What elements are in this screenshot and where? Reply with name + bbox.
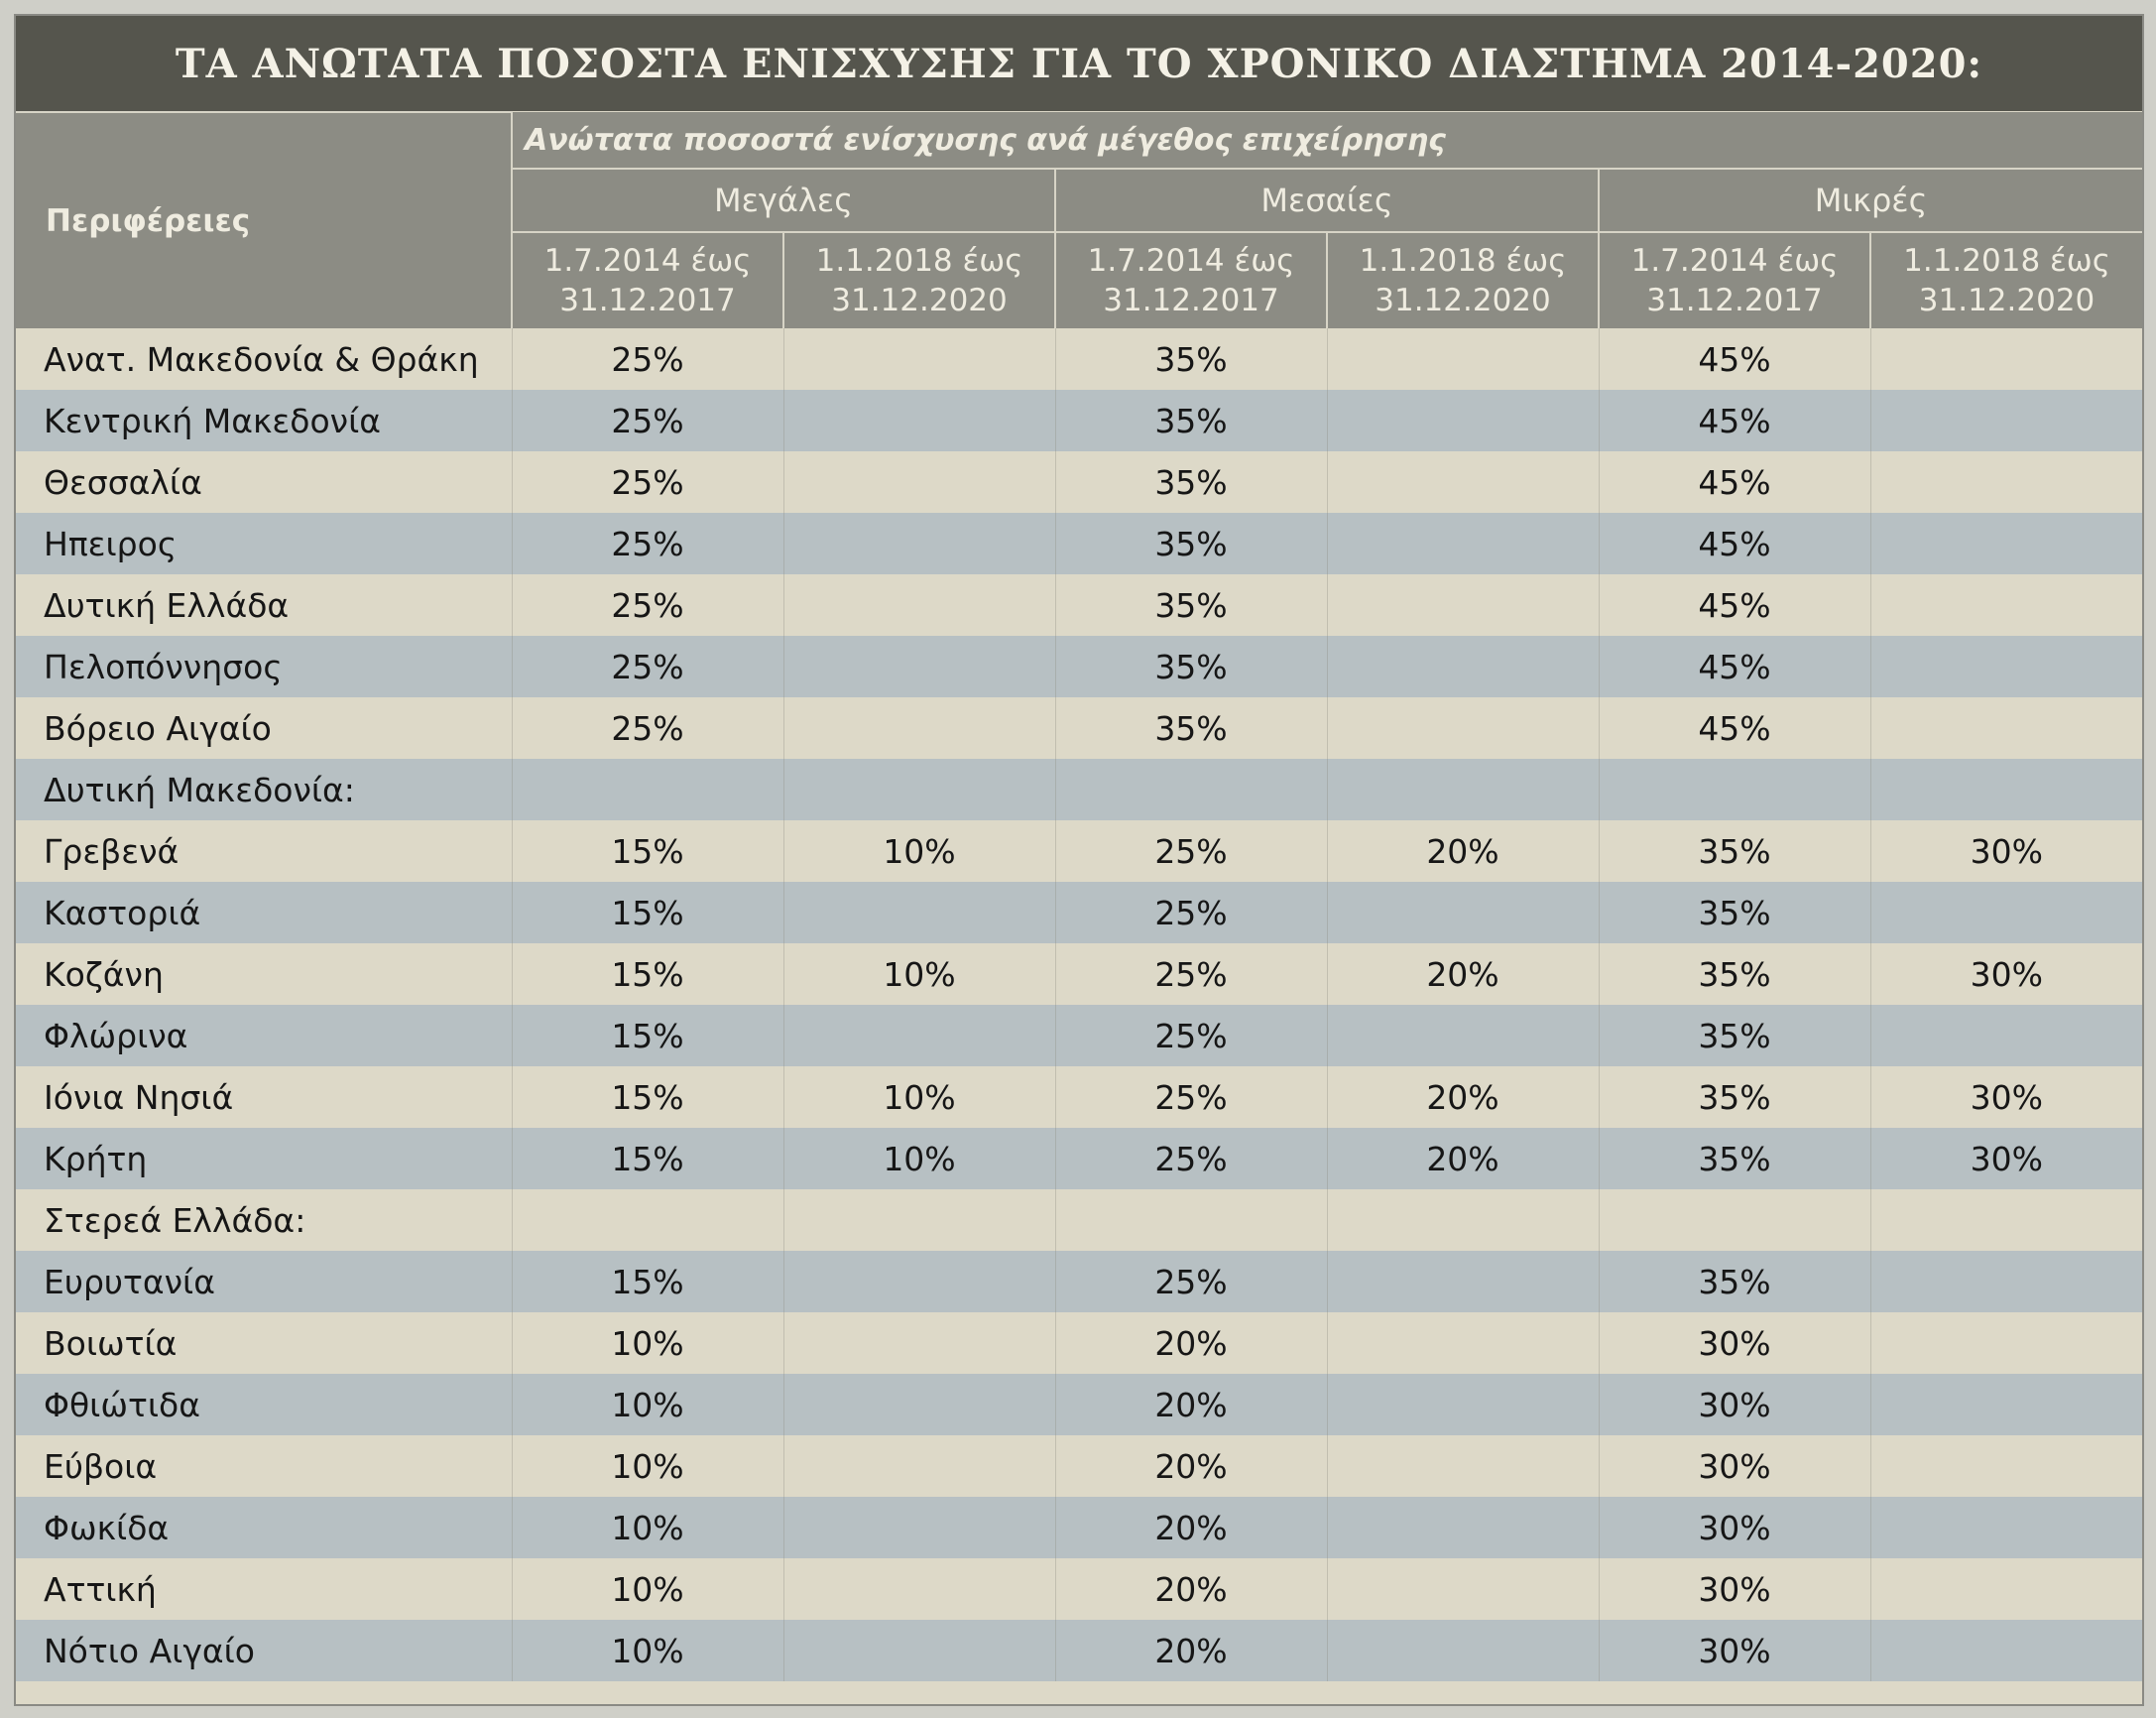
table-frame xyxy=(14,14,2144,1706)
region-label: Καστοριά xyxy=(16,882,512,943)
rate-cell xyxy=(1870,451,2142,513)
size-header-large: Μεγάλες xyxy=(512,169,1055,232)
rate-cell: 25% xyxy=(512,697,783,759)
period-start-line: 1.7.2014 έως xyxy=(1630,243,1839,279)
size-header-small: Μικρές xyxy=(1599,169,2142,232)
rate-cell: 20% xyxy=(1327,943,1599,1005)
rate-cell: 15% xyxy=(512,820,783,882)
rate-cell: 30% xyxy=(1599,1497,1870,1558)
rate-cell xyxy=(512,759,783,820)
period-header xyxy=(1055,232,1327,328)
period-header xyxy=(1327,232,1599,328)
period-start-line: 1.1.2018 έως xyxy=(815,243,1023,279)
rate-cell xyxy=(1870,1374,2142,1435)
rate-cell: 10% xyxy=(512,1312,783,1374)
regions-header: Περιφέρειες xyxy=(16,112,512,328)
table-title: ΤΑ ΑΝΩΤΑΤΑ ΠΟΣΟΣΤΑ ΕΝΙΣΧΥΣΗΣ ΓΙΑ ΤΟ ΧΡΟΝΙΚΟ ΔΙΑΣΤΗΜΑ 2014-2020: xyxy=(16,16,2142,111)
table-row xyxy=(16,697,2142,759)
region-label: Εύβοια xyxy=(16,1435,512,1497)
rate-cell: 35% xyxy=(1055,451,1327,513)
rate-cell: 15% xyxy=(512,882,783,943)
rate-cell: 25% xyxy=(1055,820,1327,882)
period-start-line: 1.1.2018 έως xyxy=(1903,243,2110,279)
rate-cell: 45% xyxy=(1599,697,1870,759)
rate-cell: 10% xyxy=(783,820,1055,882)
region-label: Φλώρινα xyxy=(16,1005,512,1066)
rate-cell xyxy=(1870,1251,2142,1312)
rate-cell xyxy=(1599,759,1870,820)
rate-cell: 35% xyxy=(1599,820,1870,882)
rate-cell xyxy=(1327,451,1599,513)
rate-cell: 45% xyxy=(1599,636,1870,697)
rate-cell: 20% xyxy=(1327,1066,1599,1128)
rate-cell xyxy=(1327,1005,1599,1066)
table-row xyxy=(16,1189,2142,1251)
table-row xyxy=(16,1620,2142,1681)
rate-cell xyxy=(1870,759,2142,820)
rate-cell: 25% xyxy=(1055,1128,1327,1189)
region-label: Θεσσαλία xyxy=(16,451,512,513)
table-row xyxy=(16,574,2142,636)
rate-cell xyxy=(783,1251,1055,1312)
rate-cell: 10% xyxy=(512,1620,783,1681)
table-row xyxy=(16,1312,2142,1374)
table-body xyxy=(16,328,2142,1681)
rate-cell: 20% xyxy=(1055,1312,1327,1374)
table-row xyxy=(16,1128,2142,1189)
region-label: Κοζάνη xyxy=(16,943,512,1005)
table-row xyxy=(16,636,2142,697)
rate-cell xyxy=(783,513,1055,574)
rate-cell: 15% xyxy=(512,1066,783,1128)
size-header-medium: Μεσαίες xyxy=(1055,169,1599,232)
table-row xyxy=(16,943,2142,1005)
size-supertitle: Ανώτατα ποσοστά ενίσχυσης ανά μέγεθος επιχείρησης xyxy=(512,112,2142,169)
rate-cell xyxy=(783,574,1055,636)
rate-cell xyxy=(1055,1189,1327,1251)
rate-cell xyxy=(1327,328,1599,390)
rate-cell: 30% xyxy=(1599,1620,1870,1681)
rate-cell: 35% xyxy=(1599,1005,1870,1066)
rate-cell: 35% xyxy=(1055,390,1327,451)
rate-cell: 25% xyxy=(1055,943,1327,1005)
rate-cell: 15% xyxy=(512,1251,783,1312)
region-label: Αττική xyxy=(16,1558,512,1620)
rate-cell: 35% xyxy=(1055,513,1327,574)
rate-cell: 35% xyxy=(1599,943,1870,1005)
rate-cell xyxy=(1870,1005,2142,1066)
rate-cell: 20% xyxy=(1055,1620,1327,1681)
region-label: Βοιωτία xyxy=(16,1312,512,1374)
rate-cell xyxy=(1870,390,2142,451)
rate-cell xyxy=(1870,513,2142,574)
rate-cell xyxy=(1870,697,2142,759)
rate-cell: 15% xyxy=(512,1128,783,1189)
rate-cell: 20% xyxy=(1327,820,1599,882)
rate-cell xyxy=(1870,1620,2142,1681)
rate-cell xyxy=(1327,1558,1599,1620)
rate-cell: 30% xyxy=(1599,1558,1870,1620)
rate-cell xyxy=(783,451,1055,513)
region-label: Γρεβενά xyxy=(16,820,512,882)
rate-cell: 10% xyxy=(512,1558,783,1620)
period-start-line: 1.7.2014 έως xyxy=(1087,243,1295,279)
region-label: Ηπειρος xyxy=(16,513,512,574)
rate-cell xyxy=(783,1189,1055,1251)
rate-cell xyxy=(1327,1189,1599,1251)
period-end-line: 31.12.2017 xyxy=(559,283,736,318)
table-row xyxy=(16,328,2142,390)
region-label: Βόρειο Αιγαίο xyxy=(16,697,512,759)
rate-cell: 30% xyxy=(1870,943,2142,1005)
table-row xyxy=(16,1558,2142,1620)
region-label: Δυτική Ελλάδα xyxy=(16,574,512,636)
rate-cell xyxy=(783,882,1055,943)
aid-rates-table xyxy=(16,111,2142,1681)
table-row xyxy=(16,1374,2142,1435)
period-end-line: 31.12.2020 xyxy=(831,283,1008,318)
rate-cell: 25% xyxy=(512,328,783,390)
rate-cell xyxy=(1870,574,2142,636)
rate-cell xyxy=(783,697,1055,759)
rate-cell: 20% xyxy=(1055,1374,1327,1435)
rate-cell: 25% xyxy=(512,513,783,574)
rate-cell: 20% xyxy=(1055,1435,1327,1497)
rate-cell: 25% xyxy=(512,451,783,513)
rate-cell xyxy=(1327,636,1599,697)
rate-cell xyxy=(512,1189,783,1251)
region-label: Κρήτη xyxy=(16,1128,512,1189)
rate-cell xyxy=(783,1558,1055,1620)
table-row xyxy=(16,1066,2142,1128)
rate-cell: 30% xyxy=(1599,1374,1870,1435)
table-row xyxy=(16,390,2142,451)
rate-cell xyxy=(1327,390,1599,451)
rate-cell xyxy=(1327,1374,1599,1435)
rate-cell xyxy=(1870,328,2142,390)
rate-cell xyxy=(1327,1620,1599,1681)
rate-cell xyxy=(783,1312,1055,1374)
region-label: Φωκίδα xyxy=(16,1497,512,1558)
rate-cell xyxy=(1327,1312,1599,1374)
rate-cell xyxy=(1327,697,1599,759)
rate-cell: 25% xyxy=(1055,1251,1327,1312)
rate-cell: 30% xyxy=(1870,820,2142,882)
rate-cell xyxy=(783,390,1055,451)
rate-cell: 25% xyxy=(512,636,783,697)
rate-cell: 35% xyxy=(1055,574,1327,636)
rate-cell: 45% xyxy=(1599,451,1870,513)
rate-cell: 20% xyxy=(1055,1558,1327,1620)
rate-cell: 35% xyxy=(1055,697,1327,759)
region-label: Ευρυτανία xyxy=(16,1251,512,1312)
rate-cell: 30% xyxy=(1599,1312,1870,1374)
rate-cell: 25% xyxy=(1055,882,1327,943)
rate-cell: 10% xyxy=(783,1066,1055,1128)
rate-cell xyxy=(1327,513,1599,574)
rate-cell: 15% xyxy=(512,943,783,1005)
rate-cell: 35% xyxy=(1599,1128,1870,1189)
table-row xyxy=(16,882,2142,943)
table-row xyxy=(16,513,2142,574)
rate-cell: 15% xyxy=(512,1005,783,1066)
period-header xyxy=(1870,232,2142,328)
region-label: Νότιο Αιγαίο xyxy=(16,1620,512,1681)
table-row xyxy=(16,759,2142,820)
period-end-line: 31.12.2017 xyxy=(1646,283,1823,318)
table-row xyxy=(16,820,2142,882)
rate-cell xyxy=(1327,574,1599,636)
rate-cell: 35% xyxy=(1599,1066,1870,1128)
rate-cell xyxy=(1327,1497,1599,1558)
rate-cell: 35% xyxy=(1599,1251,1870,1312)
rate-cell: 30% xyxy=(1870,1128,2142,1189)
period-header xyxy=(1599,232,1870,328)
rate-cell: 25% xyxy=(1055,1066,1327,1128)
rate-cell: 30% xyxy=(1870,1066,2142,1128)
rate-cell xyxy=(1870,1558,2142,1620)
rate-cell: 35% xyxy=(1055,636,1327,697)
rate-cell xyxy=(1870,882,2142,943)
rate-cell: 25% xyxy=(512,390,783,451)
rate-cell: 20% xyxy=(1327,1128,1599,1189)
rate-cell: 10% xyxy=(512,1435,783,1497)
period-start-line: 1.7.2014 έως xyxy=(543,243,752,279)
rate-cell xyxy=(783,1374,1055,1435)
table-row xyxy=(16,1435,2142,1497)
rate-cell: 45% xyxy=(1599,328,1870,390)
rate-cell xyxy=(1870,1312,2142,1374)
rate-cell xyxy=(1870,1189,2142,1251)
rate-cell: 35% xyxy=(1599,882,1870,943)
rate-cell: 25% xyxy=(1055,1005,1327,1066)
rate-cell xyxy=(1055,759,1327,820)
region-label: Ιόνια Νησιά xyxy=(16,1066,512,1128)
rate-cell xyxy=(1327,1435,1599,1497)
rate-cell: 25% xyxy=(512,574,783,636)
rate-cell: 10% xyxy=(783,943,1055,1005)
table-header xyxy=(16,112,2142,328)
rate-cell xyxy=(783,1620,1055,1681)
rate-cell xyxy=(783,636,1055,697)
table-row xyxy=(16,1005,2142,1066)
rate-cell: 45% xyxy=(1599,513,1870,574)
period-end-line: 31.12.2020 xyxy=(1918,283,2096,318)
rate-cell xyxy=(1870,636,2142,697)
period-header xyxy=(512,232,783,328)
rate-cell: 30% xyxy=(1599,1435,1870,1497)
period-end-line: 31.12.2017 xyxy=(1103,283,1279,318)
region-label: Πελοπόννησος xyxy=(16,636,512,697)
rate-cell xyxy=(783,759,1055,820)
region-label: Ανατ. Μακεδονία & Θράκη xyxy=(16,328,512,390)
rate-cell: 45% xyxy=(1599,574,1870,636)
period-end-line: 31.12.2020 xyxy=(1375,283,1551,318)
rate-cell: 10% xyxy=(512,1497,783,1558)
rate-cell xyxy=(783,328,1055,390)
table-row xyxy=(16,1497,2142,1558)
period-header xyxy=(783,232,1055,328)
period-start-line: 1.1.2018 έως xyxy=(1359,243,1567,279)
region-label: Στερεά Ελλάδα: xyxy=(16,1189,512,1251)
rate-cell xyxy=(1870,1497,2142,1558)
rate-cell xyxy=(1870,1435,2142,1497)
table-row xyxy=(16,1251,2142,1312)
rate-cell: 45% xyxy=(1599,390,1870,451)
rate-cell xyxy=(783,1005,1055,1066)
rate-cell xyxy=(1327,882,1599,943)
table-row xyxy=(16,451,2142,513)
rate-cell xyxy=(783,1435,1055,1497)
rate-cell: 20% xyxy=(1055,1497,1327,1558)
rate-cell: 35% xyxy=(1055,328,1327,390)
rate-cell xyxy=(783,1497,1055,1558)
region-label: Δυτική Μακεδονία: xyxy=(16,759,512,820)
rate-cell xyxy=(1327,1251,1599,1312)
rate-cell xyxy=(1327,759,1599,820)
rate-cell: 10% xyxy=(512,1374,783,1435)
region-label: Κεντρική Μακεδονία xyxy=(16,390,512,451)
region-label: Φθιώτιδα xyxy=(16,1374,512,1435)
rate-cell xyxy=(1599,1189,1870,1251)
rate-cell: 10% xyxy=(783,1128,1055,1189)
